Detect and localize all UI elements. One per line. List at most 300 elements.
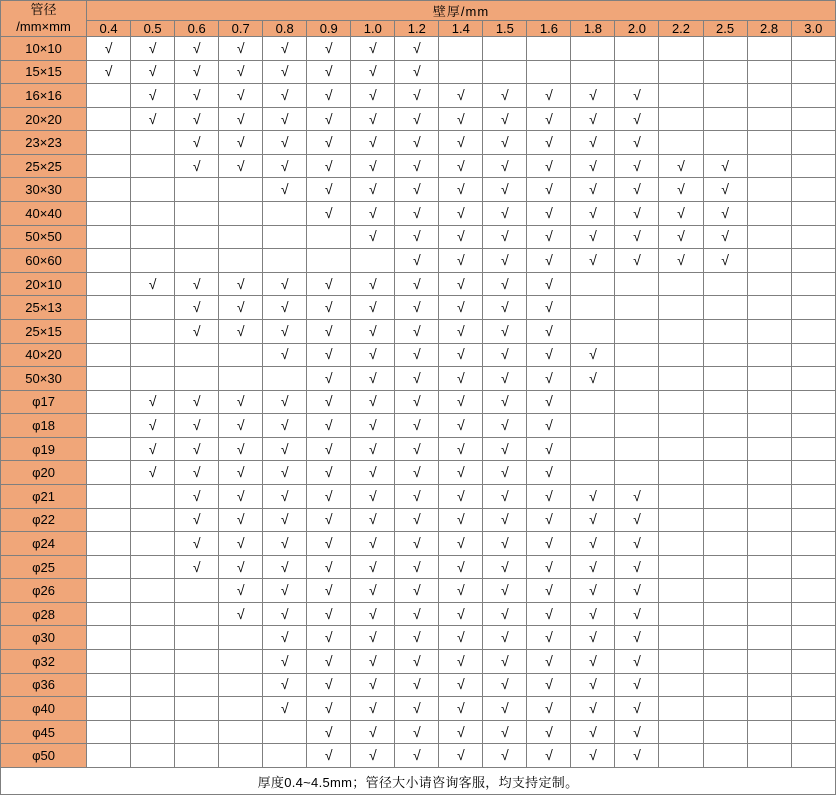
availability-cell-checked <box>263 60 307 84</box>
check-icon: √ <box>457 346 465 363</box>
availability-cell-checked <box>439 249 483 273</box>
availability-cell-checked <box>219 60 263 84</box>
availability-cell-empty <box>571 272 615 296</box>
thickness-header-cell: 0.5 <box>131 21 175 37</box>
check-icon: √ <box>545 228 553 245</box>
availability-cell-checked <box>351 555 395 579</box>
availability-cell-checked <box>571 178 615 202</box>
availability-cell-empty <box>219 720 263 744</box>
availability-cell-checked <box>615 484 659 508</box>
check-icon: √ <box>280 487 289 504</box>
availability-cell-empty <box>659 367 703 391</box>
availability-cell-checked <box>263 673 307 697</box>
availability-cell-checked <box>571 697 615 721</box>
check-icon: √ <box>280 440 289 457</box>
check-icon: √ <box>280 652 289 669</box>
availability-cell-empty <box>439 37 483 61</box>
check-icon: √ <box>324 346 333 363</box>
availability-cell-checked <box>439 414 483 438</box>
check-icon: √ <box>324 417 333 434</box>
availability-cell-empty <box>175 225 219 249</box>
availability-cell-checked <box>175 437 219 461</box>
availability-cell-checked <box>483 202 527 226</box>
availability-cell-checked <box>351 178 395 202</box>
check-icon: √ <box>545 723 553 740</box>
availability-cell-checked <box>351 272 395 296</box>
check-icon: √ <box>633 157 641 174</box>
availability-cell-checked <box>571 720 615 744</box>
availability-cell-checked <box>263 532 307 556</box>
check-icon: √ <box>192 534 201 551</box>
availability-cell-empty <box>747 744 791 768</box>
table-row <box>1 720 836 744</box>
availability-cell-checked <box>395 532 439 556</box>
check-icon: √ <box>501 699 509 716</box>
check-icon: √ <box>236 605 245 622</box>
row-header-size: φ30 <box>1 626 87 650</box>
availability-cell-empty <box>747 84 791 108</box>
header-row-top <box>1 1 836 21</box>
availability-cell-checked <box>395 84 439 108</box>
check-icon: √ <box>589 134 597 151</box>
availability-cell-empty <box>263 249 307 273</box>
check-icon: √ <box>280 534 289 551</box>
availability-cell-empty <box>703 650 747 674</box>
check-icon: √ <box>236 534 245 551</box>
availability-cell-checked <box>527 154 571 178</box>
availability-cell-checked <box>527 390 571 414</box>
availability-cell-empty <box>571 437 615 461</box>
check-icon: √ <box>412 699 421 716</box>
availability-cell-checked <box>615 107 659 131</box>
check-icon: √ <box>368 63 377 80</box>
check-icon: √ <box>192 511 201 528</box>
availability-cell-checked <box>571 650 615 674</box>
check-icon: √ <box>148 63 157 80</box>
check-icon: √ <box>368 393 377 410</box>
availability-cell-checked <box>351 414 395 438</box>
check-icon: √ <box>280 322 289 339</box>
check-icon: √ <box>412 346 421 363</box>
check-icon: √ <box>589 534 597 551</box>
availability-cell-checked <box>527 107 571 131</box>
check-icon: √ <box>368 747 377 764</box>
availability-cell-checked <box>263 178 307 202</box>
availability-cell-checked <box>483 343 527 367</box>
row-header-size: φ22 <box>1 508 87 532</box>
availability-cell-checked <box>307 319 351 343</box>
availability-cell-empty <box>791 744 835 768</box>
availability-cell-checked <box>395 579 439 603</box>
check-icon: √ <box>412 275 421 292</box>
availability-cell-empty <box>659 84 703 108</box>
availability-cell-empty <box>659 602 703 626</box>
availability-cell-checked <box>527 225 571 249</box>
availability-cell-checked <box>483 555 527 579</box>
availability-cell-checked <box>527 744 571 768</box>
availability-cell-checked <box>219 131 263 155</box>
availability-cell-checked <box>439 461 483 485</box>
check-icon: √ <box>280 464 289 481</box>
availability-cell-checked <box>439 367 483 391</box>
availability-cell-empty <box>175 697 219 721</box>
availability-cell-checked <box>263 296 307 320</box>
availability-cell-checked <box>351 532 395 556</box>
availability-cell-checked <box>351 744 395 768</box>
availability-cell-checked <box>571 107 615 131</box>
check-icon: √ <box>368 652 377 669</box>
availability-cell-checked <box>263 343 307 367</box>
availability-cell-empty <box>703 131 747 155</box>
thickness-header-cell: 0.9 <box>307 21 351 37</box>
table-row <box>1 225 836 249</box>
thickness-header-cell: 3.0 <box>791 21 835 37</box>
availability-cell-checked <box>175 532 219 556</box>
availability-cell-empty <box>219 202 263 226</box>
availability-cell-empty <box>659 296 703 320</box>
thickness-header-cell: 0.6 <box>175 21 219 37</box>
availability-cell-empty <box>747 178 791 202</box>
availability-cell-empty <box>703 484 747 508</box>
availability-cell-empty <box>703 461 747 485</box>
availability-cell-empty <box>87 555 131 579</box>
availability-cell-empty <box>175 673 219 697</box>
availability-cell-checked <box>351 602 395 626</box>
check-icon: √ <box>280 417 289 434</box>
check-icon: √ <box>148 440 157 457</box>
availability-cell-empty <box>747 319 791 343</box>
availability-cell-checked <box>527 697 571 721</box>
check-icon: √ <box>633 110 641 127</box>
availability-cell-empty <box>87 272 131 296</box>
availability-cell-empty <box>659 697 703 721</box>
availability-cell-empty <box>703 60 747 84</box>
check-icon: √ <box>148 464 157 481</box>
check-icon: √ <box>545 275 553 292</box>
availability-cell-empty <box>659 37 703 61</box>
row-header-size: 25×13 <box>1 296 87 320</box>
availability-cell-empty <box>791 484 835 508</box>
availability-cell-checked <box>263 37 307 61</box>
check-icon: √ <box>633 605 641 622</box>
row-header-size: 25×15 <box>1 319 87 343</box>
availability-cell-checked <box>615 720 659 744</box>
availability-cell-empty <box>131 555 175 579</box>
check-icon: √ <box>412 417 421 434</box>
row-header-size: 60×60 <box>1 249 87 273</box>
availability-cell-checked <box>439 84 483 108</box>
availability-cell-empty <box>791 508 835 532</box>
check-icon: √ <box>280 299 289 316</box>
availability-cell-checked <box>571 602 615 626</box>
table-row <box>1 390 836 414</box>
availability-cell-empty <box>703 697 747 721</box>
thickness-header-cell: 1.0 <box>351 21 395 37</box>
availability-cell-checked <box>307 626 351 650</box>
availability-cell-checked <box>219 319 263 343</box>
check-icon: √ <box>589 676 597 693</box>
check-icon: √ <box>457 393 465 410</box>
check-icon: √ <box>192 487 201 504</box>
availability-cell-checked <box>307 37 351 61</box>
availability-cell-checked <box>395 60 439 84</box>
table-row <box>1 107 836 131</box>
availability-cell-checked <box>527 484 571 508</box>
availability-cell-checked <box>703 225 747 249</box>
row-header-size: φ40 <box>1 697 87 721</box>
availability-cell-checked <box>439 720 483 744</box>
availability-cell-empty <box>87 579 131 603</box>
check-icon: √ <box>545 299 553 316</box>
corner-header-line1: 管径 <box>30 2 57 18</box>
check-icon: √ <box>148 110 157 127</box>
table-row <box>1 178 836 202</box>
table-row <box>1 131 836 155</box>
availability-cell-checked <box>615 602 659 626</box>
availability-cell-empty <box>175 579 219 603</box>
availability-cell-checked <box>263 414 307 438</box>
check-icon: √ <box>324 747 333 764</box>
availability-cell-checked <box>395 461 439 485</box>
availability-cell-checked <box>483 697 527 721</box>
availability-cell-checked <box>615 650 659 674</box>
availability-cell-empty <box>615 319 659 343</box>
row-header-size: φ20 <box>1 461 87 485</box>
availability-cell-empty <box>703 367 747 391</box>
availability-cell-checked <box>395 249 439 273</box>
availability-cell-empty <box>87 532 131 556</box>
availability-cell-empty <box>131 673 175 697</box>
availability-cell-checked <box>483 579 527 603</box>
check-icon: √ <box>412 582 421 599</box>
thickness-header-cell: 1.6 <box>527 21 571 37</box>
check-icon: √ <box>368 723 377 740</box>
check-icon: √ <box>148 417 157 434</box>
check-icon: √ <box>721 228 729 245</box>
availability-cell-checked <box>351 37 395 61</box>
check-icon: √ <box>368 275 377 292</box>
check-icon: √ <box>589 582 597 599</box>
check-icon: √ <box>633 251 641 268</box>
availability-cell-checked <box>175 319 219 343</box>
availability-cell-checked <box>395 414 439 438</box>
availability-cell-empty <box>791 37 835 61</box>
availability-cell-checked <box>395 107 439 131</box>
check-icon: √ <box>501 582 509 599</box>
availability-cell-empty <box>87 437 131 461</box>
availability-cell-checked <box>483 484 527 508</box>
availability-cell-checked <box>263 555 307 579</box>
availability-cell-checked <box>307 720 351 744</box>
check-icon: √ <box>589 558 597 575</box>
check-icon: √ <box>324 605 333 622</box>
check-icon: √ <box>368 417 377 434</box>
availability-cell-empty <box>747 579 791 603</box>
availability-cell-empty <box>791 437 835 461</box>
availability-cell-empty <box>131 202 175 226</box>
availability-cell-checked <box>615 697 659 721</box>
availability-cell-checked <box>615 84 659 108</box>
check-icon: √ <box>633 487 641 504</box>
availability-cell-checked <box>439 602 483 626</box>
availability-cell-checked <box>263 626 307 650</box>
check-icon: √ <box>324 322 333 339</box>
check-icon: √ <box>677 228 685 245</box>
availability-cell-checked <box>351 461 395 485</box>
check-icon: √ <box>368 86 377 103</box>
availability-cell-empty <box>747 437 791 461</box>
availability-cell-checked <box>483 178 527 202</box>
check-icon: √ <box>589 652 597 669</box>
availability-cell-empty <box>791 107 835 131</box>
availability-cell-checked <box>527 673 571 697</box>
check-icon: √ <box>633 86 641 103</box>
availability-cell-checked <box>615 131 659 155</box>
availability-cell-checked <box>131 390 175 414</box>
availability-cell-checked <box>483 673 527 697</box>
availability-cell-checked <box>307 461 351 485</box>
check-icon: √ <box>324 534 333 551</box>
availability-cell-checked <box>175 154 219 178</box>
availability-cell-empty <box>87 367 131 391</box>
availability-cell-checked <box>263 437 307 461</box>
availability-cell-checked <box>615 508 659 532</box>
check-icon: √ <box>368 346 377 363</box>
check-icon: √ <box>412 369 421 386</box>
availability-cell-empty <box>527 37 571 61</box>
table-footer <box>1 768 836 795</box>
check-icon: √ <box>457 747 465 764</box>
availability-cell-checked <box>527 131 571 155</box>
availability-cell-empty <box>791 720 835 744</box>
check-icon: √ <box>501 157 509 174</box>
availability-cell-empty <box>131 343 175 367</box>
availability-cell-checked <box>527 249 571 273</box>
availability-cell-checked <box>307 154 351 178</box>
check-icon: √ <box>192 110 201 127</box>
check-icon: √ <box>633 558 641 575</box>
check-icon: √ <box>412 676 421 693</box>
availability-cell-checked <box>615 673 659 697</box>
availability-cell-checked <box>219 484 263 508</box>
check-icon: √ <box>677 251 685 268</box>
availability-cell-checked <box>307 296 351 320</box>
availability-cell-checked <box>395 555 439 579</box>
availability-cell-empty <box>307 225 351 249</box>
check-icon: √ <box>412 747 421 764</box>
availability-cell-checked <box>351 673 395 697</box>
check-icon: √ <box>589 487 597 504</box>
check-icon: √ <box>545 558 553 575</box>
availability-cell-checked <box>351 131 395 155</box>
availability-cell-checked <box>263 107 307 131</box>
check-icon: √ <box>501 629 509 646</box>
availability-cell-empty <box>175 720 219 744</box>
availability-cell-empty <box>791 202 835 226</box>
check-icon: √ <box>412 39 421 56</box>
check-icon: √ <box>368 487 377 504</box>
availability-cell-empty <box>659 414 703 438</box>
check-icon: √ <box>501 346 509 363</box>
availability-cell-empty <box>87 343 131 367</box>
table-row <box>1 650 836 674</box>
availability-cell-empty <box>703 414 747 438</box>
check-icon: √ <box>545 464 553 481</box>
availability-cell-empty <box>87 650 131 674</box>
availability-cell-empty <box>87 202 131 226</box>
row-header-size: 50×50 <box>1 225 87 249</box>
availability-cell-checked <box>395 225 439 249</box>
availability-cell-checked <box>659 178 703 202</box>
availability-cell-empty <box>571 296 615 320</box>
availability-cell-empty <box>131 225 175 249</box>
availability-cell-checked <box>351 154 395 178</box>
check-icon: √ <box>457 110 465 127</box>
availability-cell-checked <box>395 178 439 202</box>
check-icon: √ <box>457 251 465 268</box>
availability-cell-empty <box>791 84 835 108</box>
availability-cell-checked <box>703 202 747 226</box>
availability-cell-checked <box>175 390 219 414</box>
check-icon: √ <box>457 582 465 599</box>
availability-cell-checked <box>395 37 439 61</box>
availability-cell-checked <box>395 367 439 391</box>
availability-cell-checked <box>263 650 307 674</box>
availability-cell-checked <box>439 579 483 603</box>
availability-cell-empty <box>791 272 835 296</box>
availability-cell-empty <box>131 650 175 674</box>
check-icon: √ <box>677 181 685 198</box>
check-icon: √ <box>324 157 333 174</box>
availability-cell-checked <box>439 390 483 414</box>
thickness-header-cell: 2.5 <box>703 21 747 37</box>
availability-cell-checked <box>439 154 483 178</box>
availability-cell-checked <box>395 319 439 343</box>
availability-cell-checked <box>219 37 263 61</box>
availability-cell-checked <box>307 673 351 697</box>
availability-cell-checked <box>307 437 351 461</box>
check-icon: √ <box>192 86 201 103</box>
availability-cell-empty <box>87 484 131 508</box>
check-icon: √ <box>324 699 333 716</box>
check-icon: √ <box>192 299 201 316</box>
availability-cell-checked <box>263 602 307 626</box>
table-header <box>1 1 836 37</box>
availability-cell-empty <box>747 131 791 155</box>
availability-cell-checked <box>615 178 659 202</box>
availability-cell-checked <box>439 343 483 367</box>
check-icon: √ <box>236 299 245 316</box>
availability-cell-empty <box>87 319 131 343</box>
availability-cell-empty <box>747 390 791 414</box>
check-icon: √ <box>545 181 553 198</box>
availability-cell-checked <box>703 154 747 178</box>
check-icon: √ <box>148 393 157 410</box>
availability-cell-checked <box>395 343 439 367</box>
check-icon: √ <box>236 275 245 292</box>
availability-cell-empty <box>659 673 703 697</box>
check-icon: √ <box>457 511 465 528</box>
availability-cell-checked <box>527 414 571 438</box>
check-icon: √ <box>236 582 245 599</box>
availability-cell-checked <box>263 84 307 108</box>
check-icon: √ <box>324 181 333 198</box>
availability-cell-checked <box>703 178 747 202</box>
availability-cell-checked <box>439 272 483 296</box>
wall-thickness-header: 壁厚/mm <box>87 1 836 21</box>
availability-cell-checked <box>395 131 439 155</box>
row-header-size: φ45 <box>1 720 87 744</box>
